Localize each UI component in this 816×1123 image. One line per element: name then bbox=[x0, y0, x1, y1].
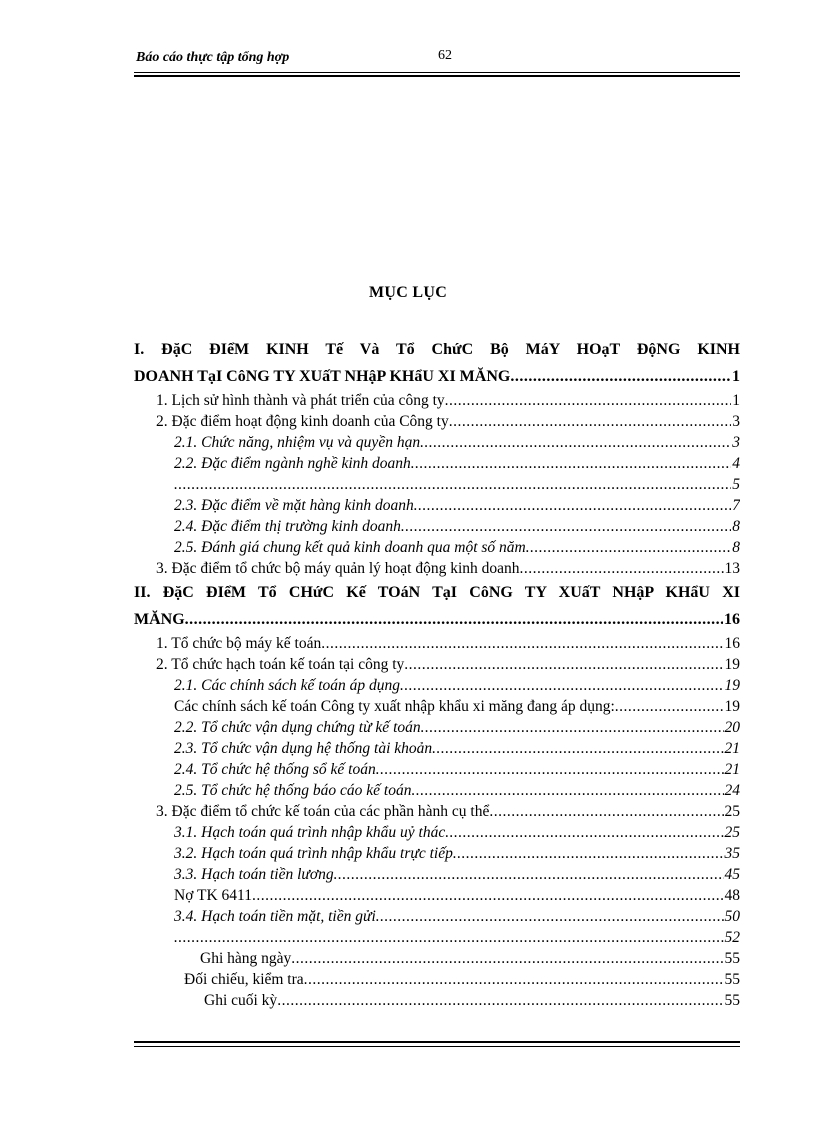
toc-entry-title: 2.1. Các chính sách kế toán áp dụng bbox=[174, 677, 401, 694]
dot-leader bbox=[401, 516, 731, 537]
toc-page-number: 21 bbox=[724, 740, 740, 757]
toc-page-number: 3 bbox=[732, 413, 740, 430]
toc-entry[interactable] bbox=[134, 696, 740, 717]
toc-entry[interactable] bbox=[134, 633, 740, 654]
toc-page-number: 8 bbox=[732, 518, 740, 535]
toc-page-number: 16 bbox=[724, 635, 740, 652]
toc-page-number: 35 bbox=[724, 845, 740, 862]
toc-page-number: 24 bbox=[724, 782, 740, 799]
toc-entry-title: 2.1. Chức năng, nhiệm vụ và quyền hạn bbox=[174, 434, 421, 451]
toc-entry-title: Các chính sách kế toán Công ty xuất nhập khẩu xi măng đang áp dụng: bbox=[174, 698, 615, 715]
dot-leader bbox=[291, 948, 723, 969]
dot-leader bbox=[404, 654, 723, 675]
toc-page-number: 19 bbox=[724, 677, 740, 694]
dot-leader bbox=[277, 990, 723, 1011]
toc-entry[interactable] bbox=[134, 537, 740, 558]
toc-entry[interactable] bbox=[134, 411, 740, 432]
toc-page-number: 1 bbox=[732, 368, 740, 385]
toc-entry[interactable] bbox=[134, 927, 740, 948]
toc-entry-title: 2.2. Đặc điểm ngành nghề kinh doanh bbox=[174, 455, 411, 472]
toc-page-number: 20 bbox=[724, 719, 740, 736]
dot-leader bbox=[526, 537, 732, 558]
toc-page-number: 52 bbox=[724, 929, 740, 946]
toc-entry[interactable] bbox=[134, 990, 740, 1011]
toc-entry[interactable] bbox=[134, 495, 740, 516]
toc-page-number: 55 bbox=[724, 992, 740, 1009]
dot-leader bbox=[411, 453, 731, 474]
footer-rule-bottom bbox=[134, 1046, 740, 1047]
toc-entry[interactable] bbox=[134, 717, 740, 738]
toc-section-2[interactable] bbox=[134, 606, 740, 633]
toc-entry-title: Đối chiếu, kiểm tra bbox=[184, 971, 304, 988]
dot-leader bbox=[376, 759, 724, 780]
dot-leader bbox=[411, 780, 723, 801]
toc-entry-title: 1. Tổ chức bộ máy kế toán bbox=[156, 635, 322, 652]
toc-page-number: 25 bbox=[724, 803, 740, 820]
toc-entry-title: 2.2. Tổ chức vận dụng chứng từ kế toán bbox=[174, 719, 421, 736]
header-rule-bottom bbox=[134, 75, 740, 77]
toc-page-number: 55 bbox=[724, 950, 740, 967]
dot-leader bbox=[174, 927, 724, 948]
toc-entry[interactable] bbox=[134, 885, 740, 906]
dot-leader bbox=[421, 717, 724, 738]
header-rule-top bbox=[134, 72, 740, 73]
dot-leader bbox=[489, 801, 723, 822]
dot-leader bbox=[400, 675, 723, 696]
toc-entry-title: Ghi cuối kỳ bbox=[204, 992, 278, 1009]
toc-page-number: 4 bbox=[732, 455, 740, 472]
toc-page-number: 19 bbox=[724, 656, 740, 673]
dot-leader bbox=[432, 738, 723, 759]
toc-entry-title: 2.4. Đặc điểm thị trường kinh doanh bbox=[174, 518, 401, 535]
table-of-contents bbox=[134, 336, 740, 1011]
dot-leader bbox=[174, 474, 731, 495]
dot-leader bbox=[520, 558, 724, 579]
toc-entry-title: Ghi hàng ngày bbox=[200, 950, 292, 967]
toc-entry-title: 2.5. Tổ chức hệ thống báo cáo kế toán bbox=[174, 782, 412, 799]
dot-leader bbox=[376, 906, 724, 927]
toc-entry[interactable] bbox=[134, 780, 740, 801]
toc-page-number: 3 bbox=[732, 434, 740, 451]
toc-entry-title: 3. Đặc điểm tổ chức kế toán của các phần hành cụ thể bbox=[156, 803, 490, 820]
toc-section-1[interactable] bbox=[134, 363, 740, 390]
toc-entry-title: 2.4. Tổ chức hệ thống sổ kế toán bbox=[174, 761, 376, 778]
dot-leader bbox=[449, 411, 732, 432]
footer-rule-top bbox=[134, 1041, 740, 1043]
toc-entry[interactable] bbox=[134, 801, 740, 822]
header-page-number: 62 bbox=[438, 48, 452, 63]
dot-leader bbox=[420, 432, 731, 453]
dot-leader bbox=[321, 633, 723, 654]
toc-entry[interactable] bbox=[134, 759, 740, 780]
toc-page-number: 45 bbox=[724, 866, 740, 883]
toc-entry[interactable] bbox=[134, 948, 740, 969]
toc-entry[interactable] bbox=[134, 969, 740, 990]
toc-entry-title: Nợ TK 6411 bbox=[174, 887, 252, 904]
toc-entry[interactable] bbox=[134, 558, 740, 579]
dot-leader bbox=[334, 864, 724, 885]
toc-entry-title: 1. Lịch sử hình thành và phát triển của công ty bbox=[156, 392, 445, 409]
toc-entry-title: 3.1. Hạch toán quá trình nhập khẩu uỷ thác bbox=[174, 824, 446, 841]
dot-leader bbox=[453, 843, 724, 864]
toc-entry[interactable] bbox=[134, 432, 740, 453]
toc-page-number: 19 bbox=[724, 698, 740, 715]
header-title: Báo cáo thực tập tổng hợp bbox=[136, 50, 290, 65]
toc-page-number: 55 bbox=[724, 971, 740, 988]
toc-page-number: 1 bbox=[732, 392, 740, 409]
page-header bbox=[134, 48, 740, 70]
toc-entry-title: 2.3. Đặc điểm về mặt hàng kinh doanh bbox=[174, 497, 414, 514]
toc-entry[interactable] bbox=[134, 843, 740, 864]
toc-entry-title: 2. Đặc điểm hoạt động kinh doanh của Công ty bbox=[156, 413, 449, 430]
toc-entry[interactable] bbox=[134, 738, 740, 759]
toc-page-number: 21 bbox=[724, 761, 740, 778]
toc-entry[interactable] bbox=[134, 474, 740, 495]
dot-leader bbox=[252, 885, 724, 906]
dot-leader bbox=[304, 969, 724, 990]
dot-leader bbox=[445, 390, 732, 411]
dot-leader bbox=[510, 363, 731, 390]
toc-section-2-title: MĂNG bbox=[134, 611, 185, 628]
toc-entry[interactable] bbox=[134, 654, 740, 675]
toc-entry-title: 3.3. Hạch toán tiền lương bbox=[174, 866, 334, 883]
toc-page-number: 7 bbox=[732, 497, 740, 514]
toc-section-1-title: DOANH TạI CôNG TY XUấT NHậP KHẩU XI MĂNG bbox=[134, 368, 511, 385]
toc-entry[interactable] bbox=[134, 516, 740, 537]
dot-leader bbox=[615, 696, 724, 717]
toc-entry-title: 3.2. Hạch toán quá trình nhập khẩu trực tiếp bbox=[174, 845, 453, 862]
toc-page-number: 50 bbox=[724, 908, 740, 925]
toc-title: MỤC LỤC bbox=[368, 284, 448, 301]
toc-entry-title: 3.4. Hạch toán tiền mặt, tiền gửi bbox=[174, 908, 376, 925]
toc-entry-title: 2.5. Đánh giá chung kết quả kinh doanh qua một số năm bbox=[174, 539, 526, 556]
dot-leader bbox=[414, 495, 731, 516]
toc-page-number: 13 bbox=[724, 560, 740, 577]
toc-section-2-line-1[interactable]: II. ĐặC ĐIểM Tổ CHứC Kế TOáN TạI CôNG TY XUấT NHậP KHẩU XI bbox=[134, 584, 740, 601]
toc-page-number: 16 bbox=[724, 611, 740, 628]
toc-page-number: 25 bbox=[724, 824, 740, 841]
toc-section-1-line-1[interactable]: I. ĐặC ĐIểM KINH Tế Và Tổ ChứC Bộ MáY HOạT ĐộNG KINH bbox=[134, 341, 740, 358]
toc-page-number: 48 bbox=[724, 887, 740, 904]
toc-entry[interactable] bbox=[134, 390, 740, 411]
toc-entry[interactable] bbox=[134, 906, 740, 927]
toc-entry[interactable] bbox=[134, 453, 740, 474]
toc-entry-title: 2. Tổ chức hạch toán kế toán tại công ty bbox=[156, 656, 405, 673]
toc-entry[interactable] bbox=[134, 822, 740, 843]
toc-entry[interactable] bbox=[134, 864, 740, 885]
toc-entry-title: 3. Đặc điểm tổ chức bộ máy quản lý hoạt động kinh doanh bbox=[156, 560, 520, 577]
toc-page-number: 8 bbox=[732, 539, 740, 556]
dot-leader bbox=[445, 822, 723, 843]
dot-leader bbox=[185, 606, 723, 633]
toc-entry[interactable] bbox=[134, 675, 740, 696]
toc-entry-title: 2.3. Tổ chức vận dụng hệ thống tài khoản bbox=[174, 740, 433, 757]
toc-page-number: 5 bbox=[732, 476, 740, 493]
